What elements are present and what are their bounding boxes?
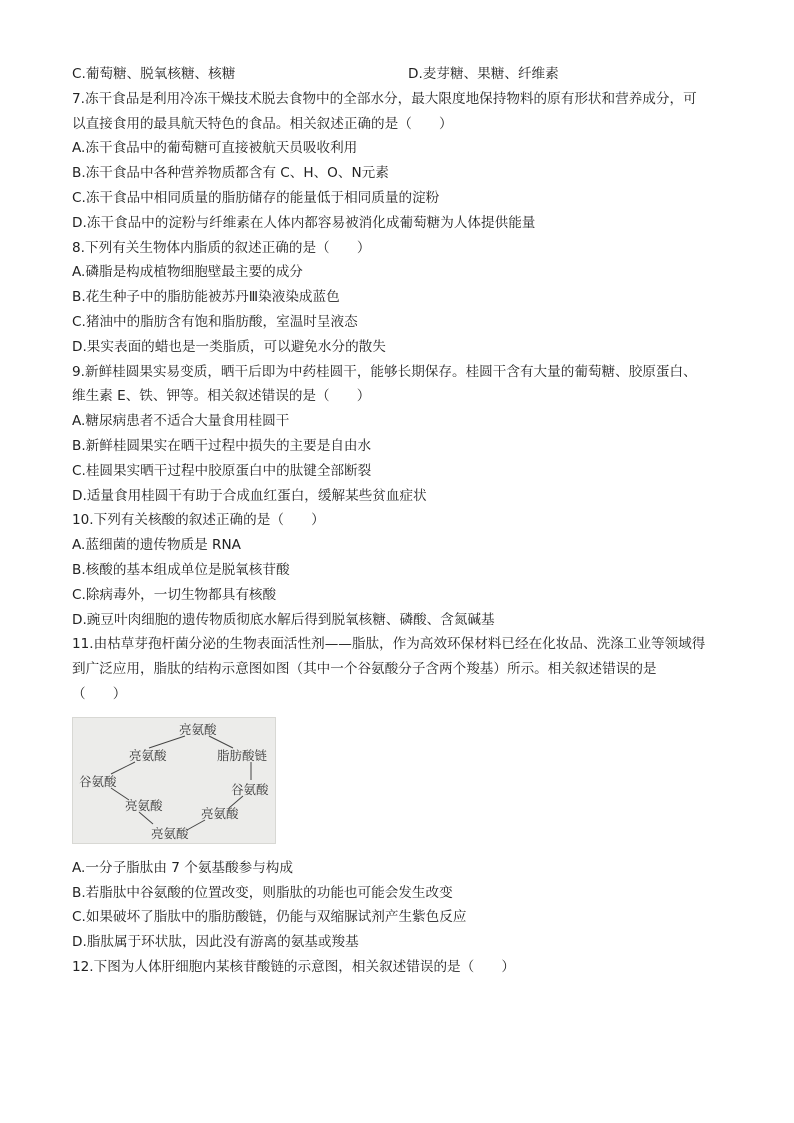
q9-option-c: C.桂圆果实晒干过程中胶原蛋白中的肽键全部断裂 [72, 462, 372, 479]
link-upperleft-left [111, 762, 135, 774]
lipopeptide-diagram [73, 718, 277, 845]
amino-acid-bottom: 亮氨酸 [151, 825, 189, 841]
q10-option-c: C.除病毒外，一切生物都具有核酸 [72, 586, 277, 603]
q9-stem-line-2: 维生素 E、铁、钾等。相关叙述错误的是（ ） [72, 388, 371, 405]
amino-acid-lower-right: 亮氨酸 [201, 805, 239, 821]
amino-acid-right: 谷氨酸 [231, 781, 269, 797]
q11-option-b: B.若脂肽中谷氨酸的位置改变，则脂肽的功能也可能会发生改变 [72, 884, 453, 901]
amino-acid-upper-left: 亮氨酸 [129, 747, 167, 763]
q10-stem: 10.下列有关核酸的叙述正确的是（ ） [72, 512, 325, 529]
exam-page [72, 62, 732, 980]
link-top-upperleft [149, 736, 185, 748]
q7-option-b: B.冻干食品中各种营养物质都含有 C、H、O、N元素 [72, 165, 389, 182]
amino-acid-left: 谷氨酸 [79, 773, 117, 789]
q6-option-d: D.麦芽糖、果糖、纤维素 [408, 66, 559, 82]
q9-option-a: A.糖尿病患者不适合大量食用桂圆干 [72, 413, 290, 430]
q7-option-d: D.冻干食品中的淀粉与纤维素在人体内都容易被消化成葡萄糖为人体提供能量 [72, 214, 536, 231]
q7-option-a: A.冻干食品中的葡萄糖可直接被航天员吸收利用 [72, 140, 358, 157]
q9-option-d: D.适量食用桂圆干有助于合成血红蛋白，缓解某些贫血症状 [72, 487, 427, 504]
q11-option-a: A.一分子脂肽由 7 个氨基酸参与构成 [72, 859, 293, 876]
q8-option-b: B.花生种子中的脂肪能被苏丹Ⅲ染液染成蓝色 [72, 289, 340, 306]
q8-option-d: D.果实表面的蜡也是一类脂质，可以避免水分的散失 [72, 338, 386, 355]
q8-option-c: C.猪油中的脂肪含有饱和脂肪酸，室温时呈液态 [72, 313, 358, 330]
q11-option-d: D.脂肽属于环状肽，因此没有游离的氨基或羧基 [72, 934, 359, 951]
q9-option-b: B.新鲜桂圆果实在晒干过程中损失的主要是自由水 [72, 437, 372, 454]
q9-stem-line-1: 9.新鲜桂圆果实易变质，晒干后即为中药桂圆干，能够长期保存。桂圆干含有大量的葡萄糖、胶原蛋白、 [72, 363, 697, 380]
q6-option-c: C.葡萄糖、脱氧核糖、核糖 [72, 66, 236, 82]
q7-stem-line-1: 7.冻干食品是利用冷冻干燥技术脱去食物中的全部水分，最大限度地保持物料的原有形状和营养成分，可 [72, 90, 697, 107]
lipopeptide-structure-figure [72, 717, 276, 844]
link-lowerright-bottom [187, 820, 205, 830]
amino-acid-lower-left: 亮氨酸 [125, 797, 163, 813]
q10-option-a: A.蓝细菌的遗传物质是 RNA [72, 537, 241, 554]
fatty-acid-chain: 脂肪酸链 [217, 747, 268, 763]
q6-options-row [72, 62, 732, 87]
q11-stem-line-3: （ ） [72, 685, 127, 702]
link-lowerleft-bottom [139, 812, 153, 824]
q10-option-d: D.豌豆叶肉细胞的遗传物质彻底水解后得到脱氧核糖、磷酸、含氮碱基 [72, 611, 495, 628]
q7-option-c: C.冻干食品中相同质量的脂肪储存的能量低于相同质量的淀粉 [72, 189, 440, 206]
amino-acid-top: 亮氨酸 [179, 721, 217, 737]
q8-stem: 8.下列有关生物体内脂质的叙述正确的是（ ） [72, 239, 371, 256]
q8-option-a: A.磷脂是构成植物细胞壁最主要的成分 [72, 264, 303, 281]
q11-stem-line-1: 11.由枯草芽孢杆菌分泌的生物表面活性剂——脂肽，作为高效环保材料已经在化妆品、洗涤工业等领域得 [72, 636, 706, 653]
q12-stem: 12.下图为人体肝细胞内某核苷酸链的示意图，相关叙述错误的是（ ） [72, 958, 516, 975]
q7-stem-line-2: 以直接食用的最具航天特色的食品。相关叙述正确的是（ ） [72, 115, 453, 132]
q10-option-b: B.核酸的基本组成单位是脱氧核苷酸 [72, 561, 290, 578]
q11-stem-line-2: 到广泛应用，脂肽的结构示意图如图（其中一个谷氨酸分子含两个羧基）所示。相关叙述错误的是 [72, 661, 657, 678]
link-top-fattychain [209, 736, 233, 748]
q11-option-c: C.如果破坏了脂肽中的脂肪酸链，仍能与双缩脲试剂产生紫色反应 [72, 909, 467, 926]
